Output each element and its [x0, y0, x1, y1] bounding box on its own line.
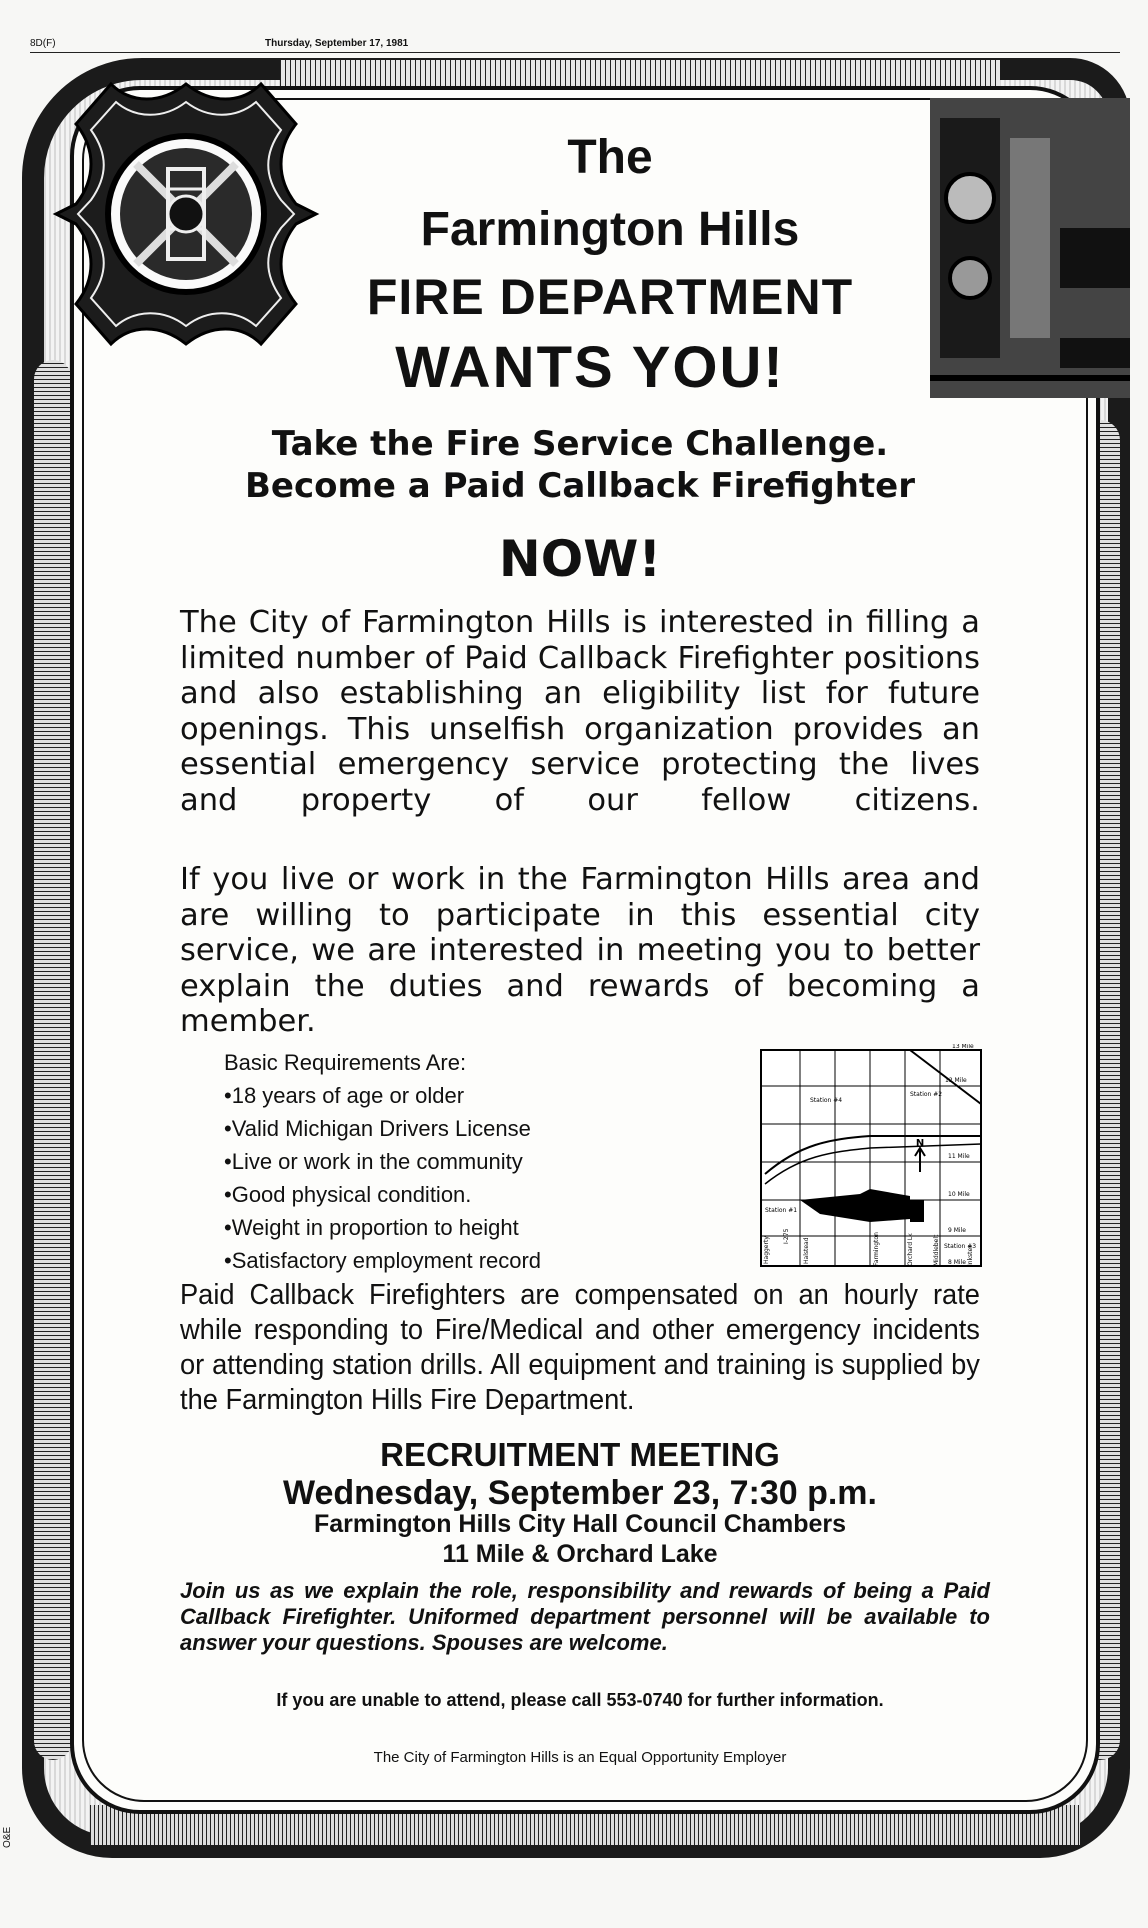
meeting-datetime: Wednesday, September 23, 7:30 p.m. [283, 1474, 877, 1512]
tagline-challenge: Take the Fire Service Challenge. [271, 424, 889, 464]
meeting-location: 11 Mile & Orchard Lake [442, 1540, 718, 1568]
border-hatching-top [280, 60, 1000, 86]
side-code: O&E [2, 1826, 13, 1848]
intro-paragraph: The City of Farmington Hills is interested in filling a limited number of Paid Callback Firefighter positions and also establishing an eligibility list for future openings. This unselfish organization provides an essential emergency service protecting the lives and property of our fellow citizens. [180, 605, 980, 818]
map-road-label: Haggerty [763, 1236, 770, 1264]
tagline-become: Become a Paid Callback Firefighter [245, 466, 915, 506]
requirement-item: • Good physical condition. [224, 1178, 724, 1211]
map-station-label: Station #4 [810, 1097, 843, 1104]
requirement-item: • 18 years of age or older [224, 1079, 724, 1112]
map-road-label: 10 Mile [948, 1191, 970, 1198]
page-header [30, 38, 1120, 54]
equal-opportunity-notice: The City of Farmington Hills is an Equal Opportunity Employer [373, 1749, 787, 1766]
map-station-label: Station #1 [765, 1207, 798, 1214]
contact-info: If you are unable to attend, please call 553-0740 for further information. [276, 1690, 884, 1710]
tagline-now: NOW! [498, 530, 662, 588]
issue-date: Thursday, September 17, 1981 [265, 38, 409, 49]
requirement-item: • Valid Michigan Drivers License [224, 1112, 724, 1145]
requirement-item: • Satisfactory employment record [224, 1244, 724, 1277]
map-road-label: Farmington [873, 1232, 880, 1266]
requirement-item: • Weight in proportion to height [224, 1211, 724, 1244]
map-road-label: 12 Mile [945, 1077, 967, 1084]
map-road-label: 8 Mile [948, 1259, 966, 1266]
map-road-label: 13 Mile [952, 1044, 974, 1050]
map-road-label: 11 Mile [948, 1153, 970, 1160]
fire-department-emblem-icon [36, 64, 336, 364]
invite-paragraph: If you live or work in the Farmington Hills area and are willing to participate in this essential city service, we are interested in meeting you to better explain the duties and rewards of becoming a member. [180, 862, 980, 1039]
map-station-label: Station #2 [910, 1091, 943, 1098]
meeting-venue: Farmington Hills City Hall Council Chambers [313, 1510, 847, 1538]
meeting-title: RECRUITMENT MEETING [380, 1436, 780, 1473]
map-north-label: N [915, 1138, 925, 1149]
requirement-item: • Live or work in the community [224, 1145, 724, 1178]
map-station-label: Station #3 [944, 1243, 977, 1250]
map-road-label: Middlebelt [933, 1234, 940, 1266]
map-road-label: Inkster [967, 1245, 974, 1266]
map-road-label: Orchard Lk [907, 1233, 914, 1266]
fire-truck-icon [910, 78, 1130, 418]
map-road-label: I-275 [783, 1228, 790, 1244]
map-road-label: 9 Mile [948, 1227, 966, 1234]
header-rule [30, 52, 1120, 53]
join-invitation: Join us as we explain the role, responsibility and rewards of being a Paid Callback Firefighter. Uniformed department personnel will be available to answer your questions. Spouses are welcome. [180, 1578, 990, 1655]
requirements-title: Basic Requirements Are: [224, 1050, 467, 1075]
station-map [760, 1044, 982, 1268]
compensation-paragraph: Paid Callback Firefighters are compensated on an hourly rate while responding to Fire/Medical and other emergency incidents or attending station drills. All equipment and training is supplied by the Farmington Hills Fire Department. [180, 1279, 980, 1416]
page-number: 8D(F) [30, 38, 56, 49]
map-road-label: Halstead [803, 1237, 810, 1264]
requirements-list [224, 1046, 724, 1277]
